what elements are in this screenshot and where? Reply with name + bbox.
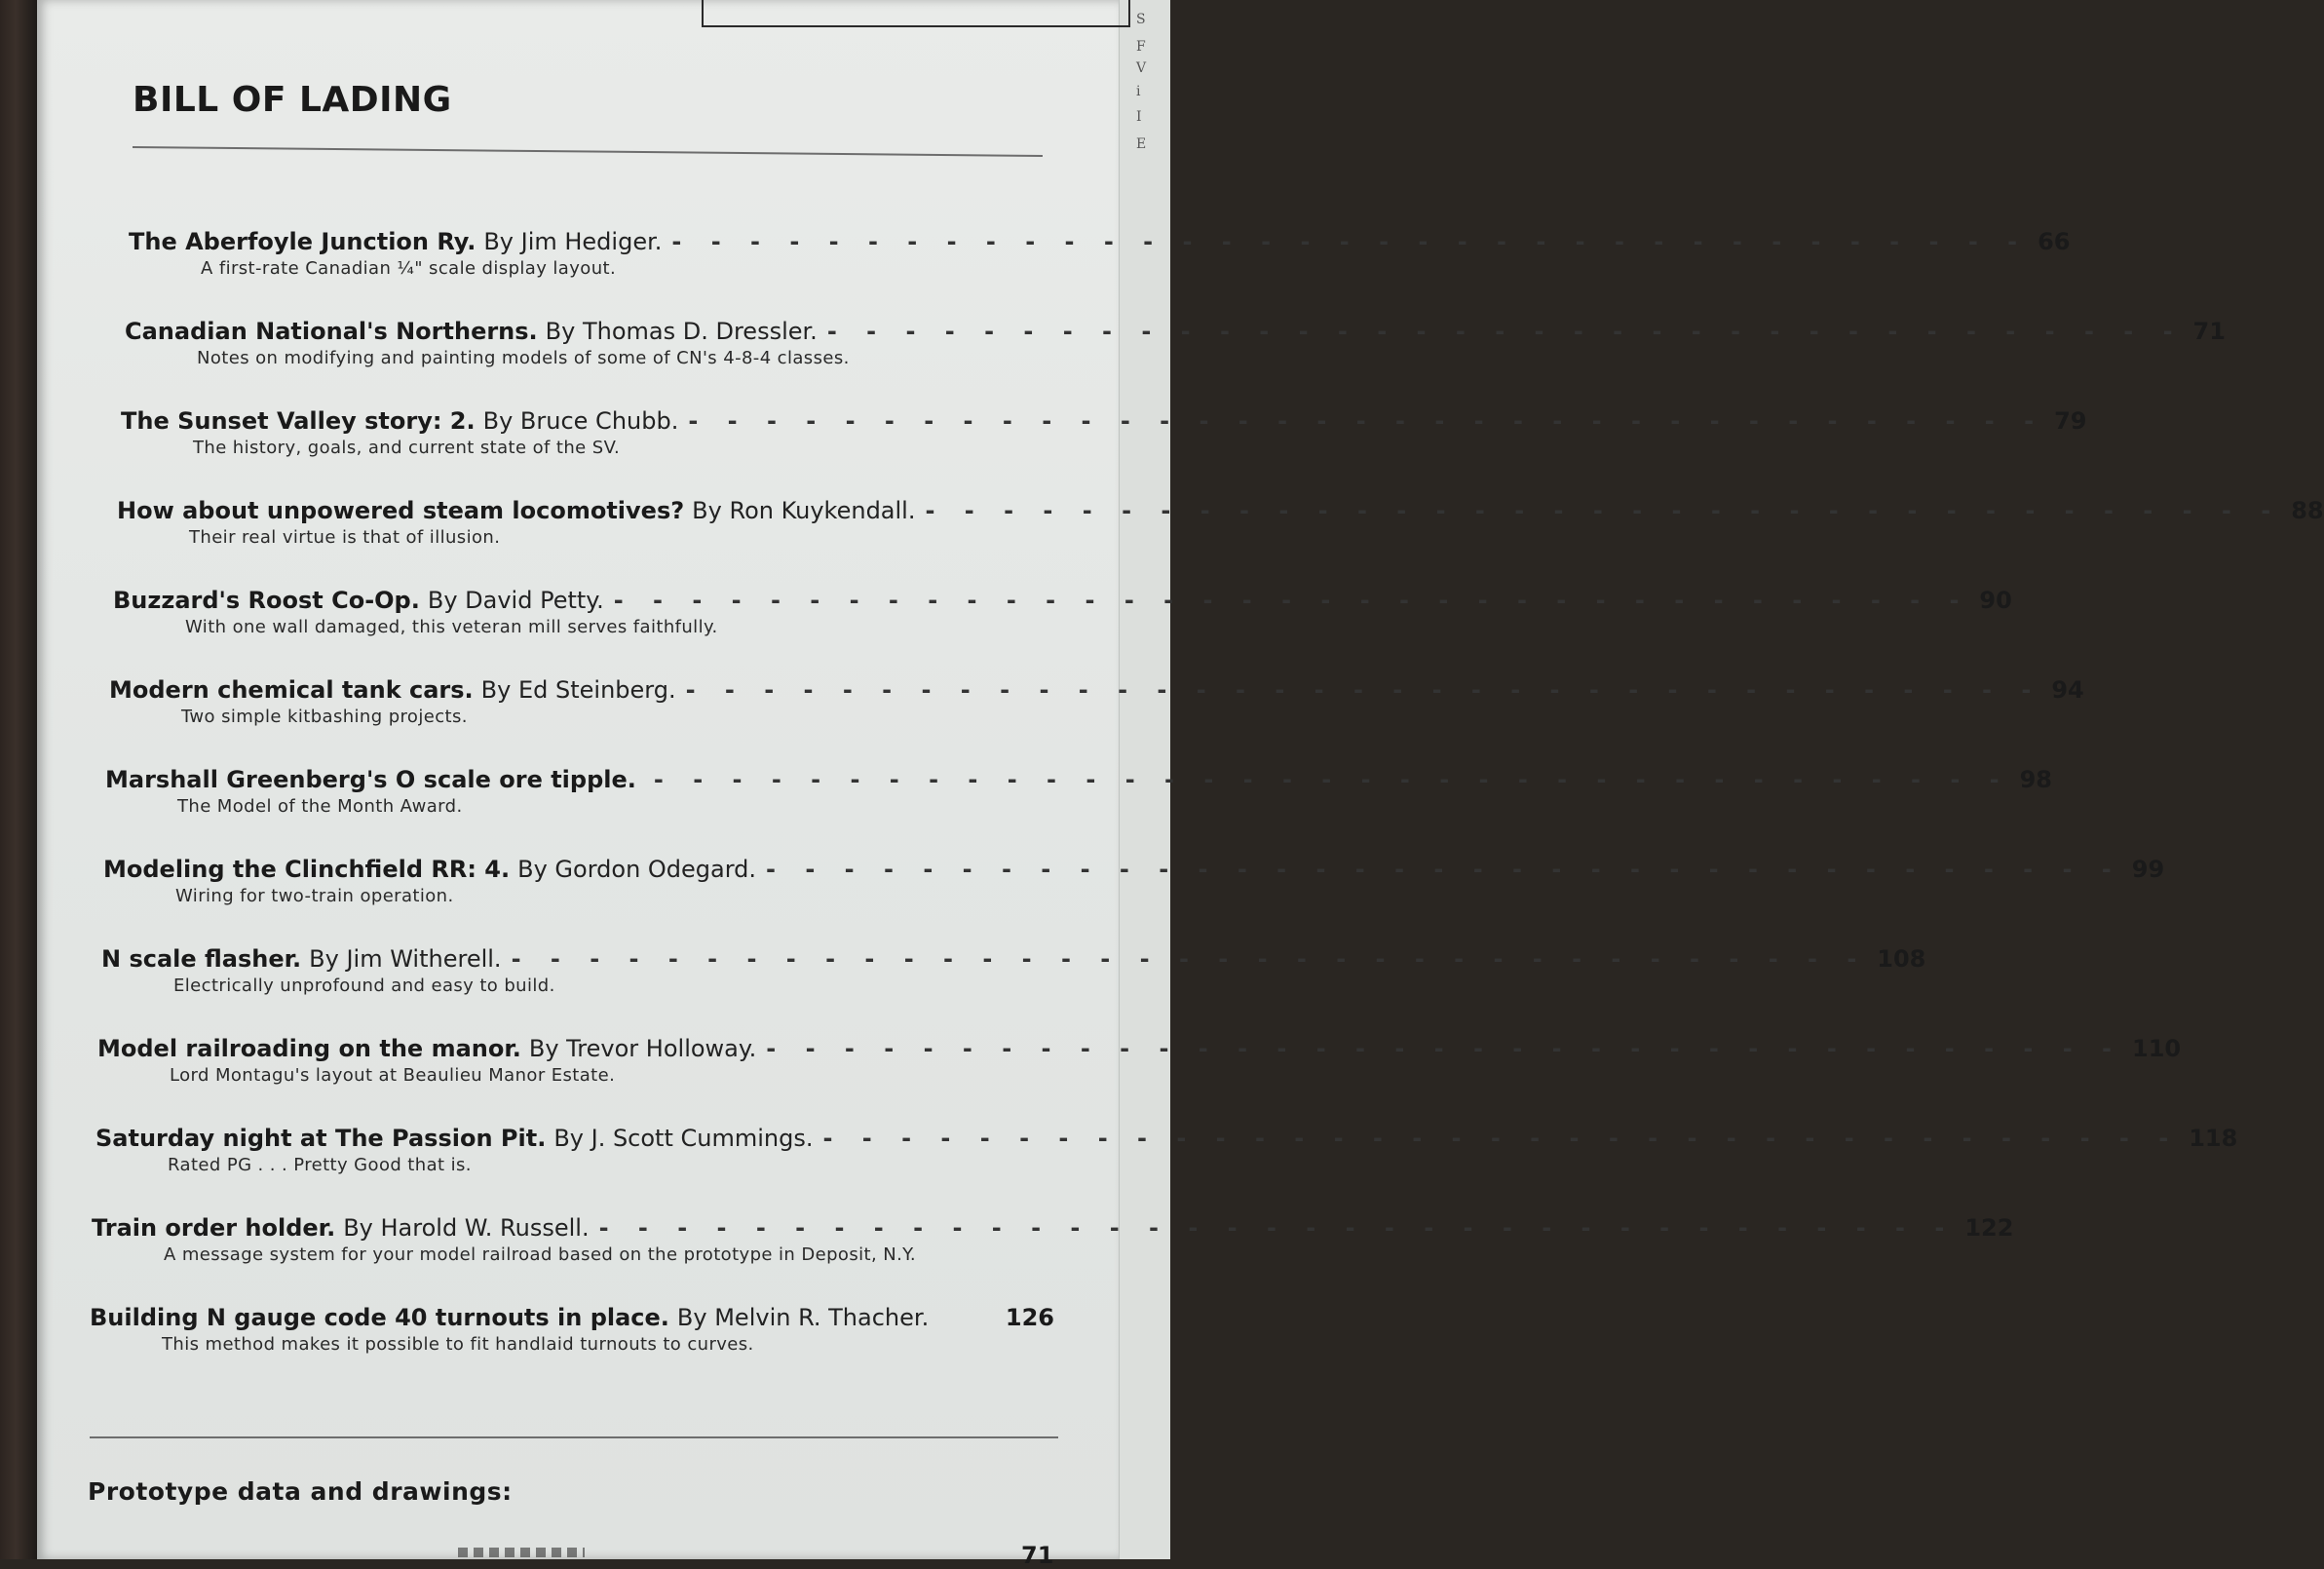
article-title: Saturday night at The Passion Pit. xyxy=(95,1125,547,1152)
list-item xyxy=(117,495,2324,585)
dot-leader: - - - - - - - - - - - - - - - - - - - - - - - - - - - - - - - - - - - xyxy=(671,228,2029,255)
margin-letter: i xyxy=(1136,84,1141,99)
dot-leader: - - - - - - - - - - - - - - - - - - - - - - - - - - - - - - - - - - - xyxy=(766,856,2122,883)
page-number: 88 xyxy=(2291,497,2324,524)
margin-letter: I xyxy=(1136,109,1142,125)
article-title: Building N gauge code 40 turnouts in place. xyxy=(90,1304,669,1331)
dot-leader: - - - - - - - - - - - - - - - - - - - - - - - - - - - - - - - - - - - xyxy=(598,1214,1956,1242)
list-item xyxy=(103,854,2165,943)
page-number: 94 xyxy=(2051,676,2084,704)
article-byline: By Trevor Holloway. xyxy=(528,1035,757,1062)
list-item xyxy=(113,585,2012,674)
article-subtitle: A message system for your model railroad based on the prototype in Deposit, N.Y. xyxy=(164,1244,917,1265)
article-subtitle: Two simple kitbashing projects. xyxy=(181,707,468,727)
page-number: 66 xyxy=(2038,228,2071,255)
article-title: N scale flasher. xyxy=(101,945,302,973)
article-title: Buzzard's Roost Co-Op. xyxy=(113,587,420,614)
dot-leader: - - - - - - - - - - - - - - - - - - - - - - - - - - - - - - - - - - - xyxy=(925,497,2282,524)
dot-leader: - - - - - - - - - - - - - - - - - - - - - - - - - - - - - - - - - - - xyxy=(653,766,2010,793)
page-number: 108 xyxy=(1877,945,1926,973)
dot-leader: - - - - - - - - - - - - - - - - - - - - - - - - - - - - - - - - - - - xyxy=(685,676,2042,704)
article-byline: By Gordon Odegard. xyxy=(517,856,757,883)
article-title: Modeling the Clinchfield RR: 4. xyxy=(103,856,511,883)
section-heading: Prototype data and drawings: xyxy=(88,1477,513,1506)
article-subtitle: Notes on modifying and painting models of some of CN's 4-8-4 classes. xyxy=(197,348,850,368)
page-number: 99 xyxy=(2131,856,2165,883)
margin-letter: V xyxy=(1136,60,1147,76)
list-item xyxy=(92,1212,2014,1302)
list-item xyxy=(109,674,2084,764)
cut-off-entry-text xyxy=(458,1548,585,1557)
page-number: 98 xyxy=(2019,766,2053,793)
section-rule xyxy=(90,1436,1058,1438)
dot-leader: - - - - - - - - - - - - - - - - - - - - - - - - - - - - - - - - - - - xyxy=(511,945,1868,973)
article-byline: By Harold W. Russell. xyxy=(343,1214,590,1242)
article-title: Model railroading on the manor. xyxy=(97,1035,521,1062)
article-byline: By Thomas D. Dressler. xyxy=(545,318,818,345)
article-title: Train order holder. xyxy=(92,1214,336,1242)
top-frame-box xyxy=(702,0,1130,27)
page-number: 71 xyxy=(2192,318,2226,345)
dot-leader: - - - - - - - - - - - - - - - - - - - - - - - - - - - - - - - - - - - xyxy=(822,1125,2180,1152)
contents-list xyxy=(90,226,2324,1392)
article-subtitle: The Model of the Month Award. xyxy=(177,796,463,817)
article-subtitle: With one wall damaged, this veteran mill serves faithfully. xyxy=(185,617,718,637)
list-item xyxy=(101,943,1926,1033)
page-number: 122 xyxy=(1964,1214,2014,1242)
list-item xyxy=(95,1123,2238,1212)
article-title: Modern chemical tank cars. xyxy=(109,676,474,704)
article-title: The Aberfoyle Junction Ry. xyxy=(129,228,476,255)
page-title: BILL OF LADING xyxy=(133,80,452,120)
list-item xyxy=(105,764,2053,854)
dot-leader: - - - - - - - - - - - - - - - - - - - - - - - - - - - - - - - - - - - xyxy=(826,318,2184,345)
article-subtitle: Rated PG . . . Pretty Good that is. xyxy=(168,1155,472,1175)
article-byline: By Ed Steinberg. xyxy=(480,676,676,704)
page-number: 71 xyxy=(1021,1542,1054,1569)
list-item xyxy=(90,1302,1054,1392)
article-title: Canadian National's Northerns. xyxy=(125,318,538,345)
article-subtitle: Electrically unprofound and easy to build. xyxy=(173,976,555,996)
page-number: 110 xyxy=(2132,1035,2182,1062)
list-item xyxy=(125,316,2226,405)
margin-letter: F xyxy=(1136,39,1146,55)
article-title: The Sunset Valley story: 2. xyxy=(121,407,476,435)
article-subtitle: Their real virtue is that of illusion. xyxy=(189,527,501,548)
article-subtitle: A first-rate Canadian ¼" scale display layout. xyxy=(201,258,617,279)
page-number: 118 xyxy=(2189,1125,2238,1152)
list-item xyxy=(97,1033,2182,1123)
article-byline: By J. Scott Cummings. xyxy=(553,1125,814,1152)
dot-leader: - - - - - - - - - - - - - - - - - - - - - - - - - - - - - - - - - - - xyxy=(613,587,1970,614)
article-title: Marshall Greenberg's O scale ore tipple. xyxy=(105,766,636,793)
article-byline: By Jim Hediger. xyxy=(483,228,663,255)
article-byline: By Bruce Chubb. xyxy=(482,407,679,435)
binding-shadow xyxy=(0,0,39,1559)
page-number: 90 xyxy=(1979,587,2012,614)
list-item xyxy=(129,226,2071,316)
article-byline: By David Petty. xyxy=(427,587,604,614)
article-byline: By Jim Witherell. xyxy=(309,945,502,973)
dot-leader: - - - - - - - - - - - - - - - - - - - - - - - - - - - - - - - - - - - xyxy=(766,1035,2123,1062)
article-subtitle: Wiring for two-train operation. xyxy=(175,886,454,906)
article-subtitle: Lord Montagu's layout at Beaulieu Manor Estate. xyxy=(170,1065,616,1086)
page-number: 79 xyxy=(2054,407,2087,435)
page-number: 126 xyxy=(1005,1304,1054,1331)
article-subtitle: The history, goals, and current state of the SV. xyxy=(193,438,621,458)
list-item xyxy=(121,405,2087,495)
margin-letter: S xyxy=(1136,12,1146,27)
article-subtitle: This method makes it possible to fit handlaid turnouts to curves. xyxy=(162,1334,754,1355)
dot-leader: - - - - - - - - - - - - - - - - - - - - - - - - - - - - - - - - - - - xyxy=(688,407,2045,435)
article-byline: By Ron Kuykendall. xyxy=(692,497,916,524)
article-byline: By Melvin R. Thacher. xyxy=(676,1304,930,1331)
article-title: How about unpowered steam locomotives? xyxy=(117,497,685,524)
margin-letter: E xyxy=(1136,136,1147,152)
